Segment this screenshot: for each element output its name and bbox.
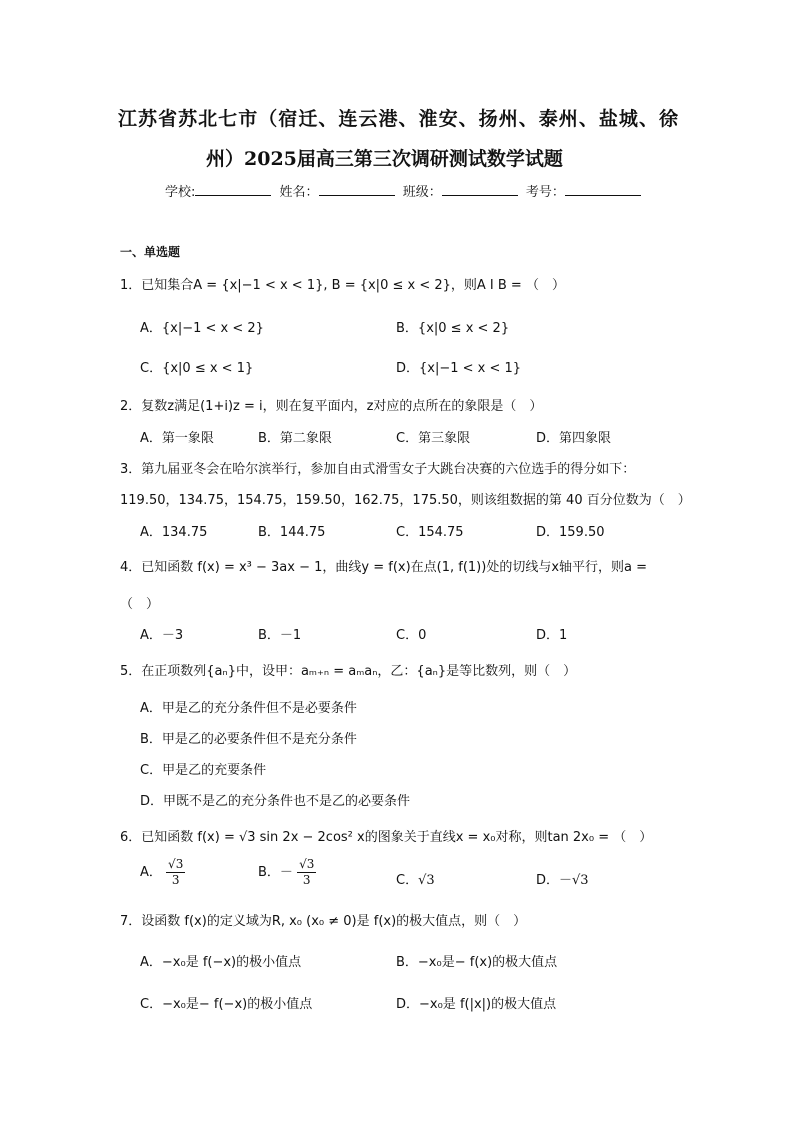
question-4-option-d[interactable]: D．1 <box>536 628 568 643</box>
student-info-row <box>165 181 645 200</box>
question-4-option-a[interactable]: A．－3 <box>140 628 184 643</box>
question-5-option-d[interactable]: D．甲既不是乙的充分条件也不是乙的必要条件 <box>140 794 411 809</box>
question-7-stem: 7．设函数 f(x)的定义域为R, x₀ (x₀ ≠ 0)是 f(x)的极大值点，则（ ） <box>120 914 527 929</box>
exam-number-blank[interactable] <box>565 181 641 196</box>
fraction-sqrt3-over-3: $\frac{√3}{3}$ <box>299 857 315 887</box>
section-heading: 一、单选题 <box>120 245 181 259</box>
question-1-stem: 1．已知集合A = {x|−1 < x < 1}, B = {x|0 ≤ x < 2}，则A I B = （ ） <box>120 278 565 293</box>
name-blank[interactable] <box>319 181 395 196</box>
question-3-stem-line1: 3．第九届亚冬会在哈尔滨举行，参加自由式滑雪女子大跳台决赛的六位选手的得分如下： <box>120 462 636 477</box>
question-3-option-d[interactable]: D．159.50 <box>536 525 605 540</box>
question-3-stem-line2: 119.50，134.75，154.75，159.50，162.75，175.50，则该组数据的第 40 百分位数为（ ） <box>120 493 691 508</box>
question-6-option-c[interactable] <box>396 869 435 888</box>
exam-title-line1: 江苏省苏北七市（宿迁、连云港、淮安、扬州、泰州、盐城、徐 <box>118 108 678 130</box>
option-d-value: √3 <box>572 873 589 888</box>
school-label: 学校: <box>165 185 196 200</box>
option-c-value: √3 <box>418 873 435 888</box>
option-b-label: B．－ <box>258 865 293 880</box>
question-7-option-c[interactable]: C．−x₀是− f(−x)的极小值点 <box>140 997 313 1012</box>
question-3-option-a[interactable]: A．134.75 <box>140 525 208 540</box>
question-7-option-a[interactable]: A．−x₀是 f(−x)的极小值点 <box>140 955 302 970</box>
question-2-option-a[interactable]: A．第一象限 <box>140 431 214 446</box>
exam-number-label: 考号： <box>525 185 565 200</box>
question-3-option-b[interactable]: B．144.75 <box>258 525 326 540</box>
question-4-stem-line2: （ ） <box>120 597 160 612</box>
name-label: 姓名： <box>279 185 319 200</box>
option-a-label: A． <box>140 865 162 880</box>
fraction-sqrt3-over-3: $\frac{√3}{3}$ <box>168 857 184 887</box>
question-2-stem: 2．复数z满足(1+i)z = i，则在复平面内，z对应的点所在的象限是（ ） <box>120 399 543 414</box>
question-1-option-a[interactable]: A．{x|−1 < x < 2} <box>140 321 264 336</box>
question-2-option-c[interactable]: C．第三象限 <box>396 431 471 446</box>
option-c-label: C． <box>396 873 419 888</box>
question-7-option-b[interactable]: B．−x₀是− f(x)的极大值点 <box>396 955 558 970</box>
question-5-option-b[interactable]: B．甲是乙的必要条件但不是充分条件 <box>140 732 357 747</box>
class-blank[interactable] <box>442 181 518 196</box>
school-blank[interactable] <box>195 181 271 196</box>
question-1-option-b[interactable]: B．{x|0 ≤ x < 2} <box>396 321 510 336</box>
question-5-option-c[interactable]: C．甲是乙的充要条件 <box>140 763 267 778</box>
question-5-stem: 5．在正项数列{aₙ}中，设甲：aₘ₊ₙ = aₘaₙ，乙：{aₙ}是等比数列，则（ ） <box>120 664 577 679</box>
question-1-option-c[interactable]: C．{x|0 ≤ x < 1} <box>140 361 254 376</box>
question-2-option-b[interactable]: B．第二象限 <box>258 431 332 446</box>
question-4-option-b[interactable]: B．－1 <box>258 628 302 643</box>
question-1-option-d[interactable]: D．{x|−1 < x < 1} <box>396 361 522 376</box>
question-6-option-a[interactable] <box>140 857 185 888</box>
question-4-stem-line1: 4．已知函数 f(x) = x³ − 3ax − 1，曲线y = f(x)在点(1, f(1))处的切线与x轴平行，则a = <box>120 560 648 575</box>
exam-title-line2: 州）2025届高三第三次调研测试数学试题 <box>206 148 563 170</box>
question-5-option-a[interactable]: A．甲是乙的充分条件但不是必要条件 <box>140 701 357 716</box>
class-label: 班级： <box>402 185 442 200</box>
question-7-option-d[interactable]: D．−x₀是 f(|x|)的极大值点 <box>396 997 557 1012</box>
question-6-option-d[interactable] <box>536 869 589 888</box>
question-3-option-c[interactable]: C．154.75 <box>396 525 464 540</box>
question-2-option-d[interactable]: D．第四象限 <box>536 431 612 446</box>
question-4-option-c[interactable]: C．0 <box>396 628 427 643</box>
question-6-stem: 6．已知函数 f(x) = √3 sin 2x − 2cos² x的图象关于直线x = x₀对称，则tan 2x₀ = （ ） <box>120 830 653 845</box>
option-d-label: D．－ <box>536 873 573 888</box>
question-6-option-b[interactable] <box>258 857 316 888</box>
